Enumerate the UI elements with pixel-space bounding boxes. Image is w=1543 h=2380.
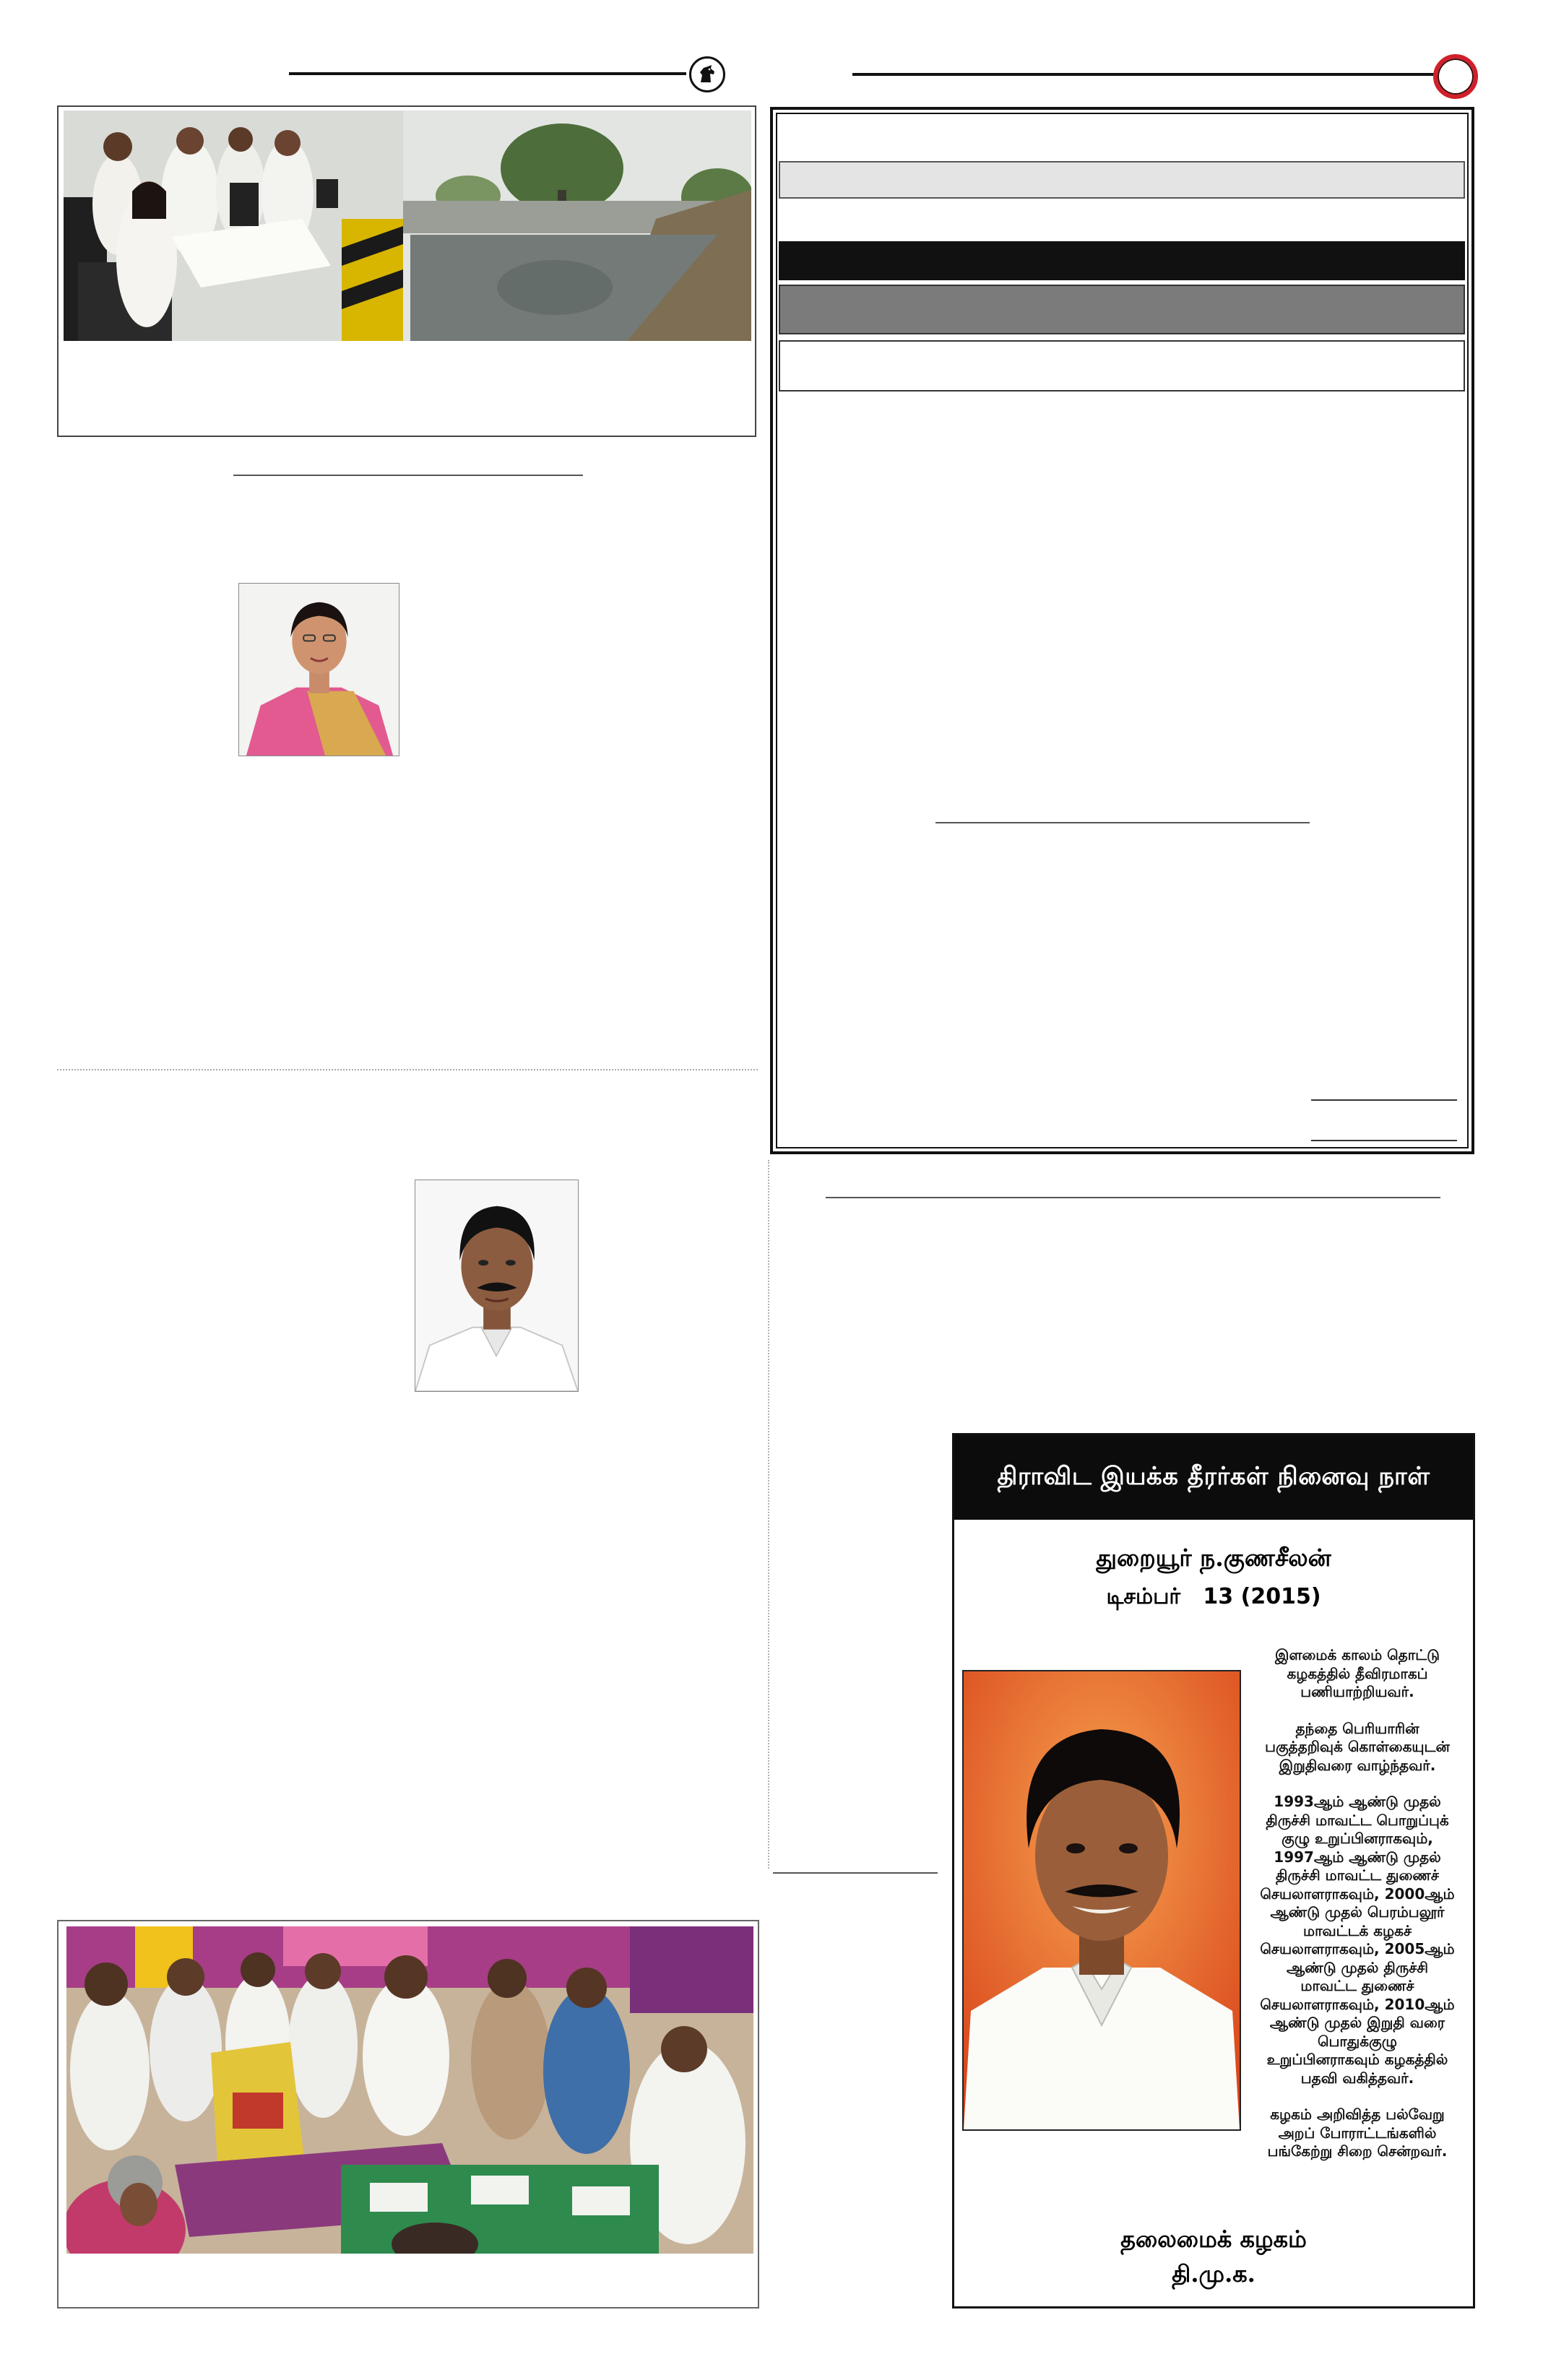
bio-line: பதவி வகித்தவர்.: [1300, 2069, 1414, 2087]
bio-paragraph: [1245, 2106, 1470, 2161]
rule-divider: [773, 1872, 938, 1874]
bio-line: 1997ஆம் ஆண்டு முதல்: [1274, 1848, 1441, 1866]
bio-line: இறுதிவரை வாழ்ந்தவர்.: [1279, 1756, 1436, 1774]
memorial-date: டிசம்பர் 13 (2015): [1106, 1584, 1321, 1609]
red-circle-icon: [1433, 54, 1478, 99]
bio-line: உறுப்பினராகவும் கழகத்தில்: [1266, 2051, 1448, 2068]
dotted-divider: [57, 1069, 758, 1070]
memorial-signature-org: தலைமைக் கழகம்: [1120, 2225, 1307, 2253]
column-divider: [768, 1160, 769, 1869]
photo-relief-distribution: [66, 1926, 753, 2254]
bio-line: செயலாளராகவும், 2010ஆம்: [1260, 1995, 1455, 2013]
memorial-header: திராவிட இயக்க தீரர்கள் நினைவு நாள்: [954, 1435, 1473, 1520]
bio-line: ஆண்டு முதல் இறுதி வரை: [1269, 2014, 1445, 2031]
bio-line: திருச்சி மாவட்ட துணைச்: [1276, 1866, 1439, 1884]
bio-line: பங்கேற்று சிறை சென்றவர்.: [1267, 2142, 1448, 2160]
bio-line: பொதுக்குழு: [1317, 2032, 1398, 2050]
bio-paragraph: [1245, 1720, 1470, 1775]
portrait-man: [415, 1180, 579, 1392]
memorial-name: துறையூர் ந.குணசீலன்: [1096, 1544, 1331, 1572]
portrait-woman: [238, 583, 399, 756]
memorial-bio: [1245, 1646, 1470, 2179]
rule-divider: [233, 475, 583, 476]
rule-divider: [1311, 1099, 1457, 1101]
bio-line: குழு உறுப்பினராகவும்,: [1281, 1830, 1433, 1847]
bio-line: ஆண்டு முதல் திருச்சி: [1286, 1958, 1428, 1976]
bio-line: தந்தை பெரியாரின்: [1295, 1719, 1419, 1737]
photo-story-relief-distribution: [57, 1920, 759, 2308]
bio-paragraph: [1245, 1793, 1470, 2087]
photo-canal-inspection: [64, 111, 751, 341]
bio-line: செயலாளராகவும், 2005ஆம்: [1260, 1940, 1455, 1957]
rule-divider: [826, 1197, 1440, 1198]
masthead-rule-left: [289, 72, 686, 75]
emblem-icon: [689, 56, 725, 92]
bio-line: ஆண்டு முதல் பெரம்பலூர்: [1270, 1903, 1445, 1921]
bio-line: செயலாளராகவும், 2000ஆம்: [1260, 1884, 1455, 1903]
bio-line: கழகத்தில் தீவிரமாகப்: [1287, 1664, 1428, 1682]
memorial-advert: [952, 1433, 1475, 2308]
memorial-signature-party: தி.மு.க.: [1172, 2260, 1255, 2288]
memorial-portrait: [962, 1670, 1241, 2131]
masthead-rule-right: [852, 73, 1434, 76]
bio-line: பகுத்தறிவுக் கொள்கையுடன்: [1265, 1738, 1450, 1755]
boxed-story-subhead-box: [779, 340, 1465, 391]
rule-divider: [935, 822, 1310, 823]
bio-line: மாவட்டக் கழகச்: [1302, 1921, 1412, 1939]
boxed-story-headline-bar-light: [779, 161, 1465, 199]
bio-line: இளமைக் காலம் தொட்டு: [1275, 1646, 1440, 1663]
bio-paragraph: [1245, 1646, 1470, 1702]
boxed-story-headline-bar-dark: [779, 241, 1465, 280]
photo-story-canal-inspection: [57, 105, 756, 437]
bio-line: திருச்சி மாவட்ட பொறுப்புக்: [1266, 1811, 1449, 1829]
bio-line: அறப் போராட்டங்களில்: [1278, 2124, 1437, 2142]
rule-divider: [1311, 1140, 1457, 1141]
bio-line: மாவட்ட துணைச்: [1300, 1977, 1414, 1994]
bio-line: பணியாற்றியவர்.: [1300, 1683, 1414, 1700]
bio-line: 1993ஆம் ஆண்டு முதல்: [1274, 1793, 1441, 1810]
bio-line: கழகம் அறிவித்த பல்வேறு: [1270, 2106, 1445, 2123]
boxed-story-headline-bar-gray: [779, 285, 1465, 334]
